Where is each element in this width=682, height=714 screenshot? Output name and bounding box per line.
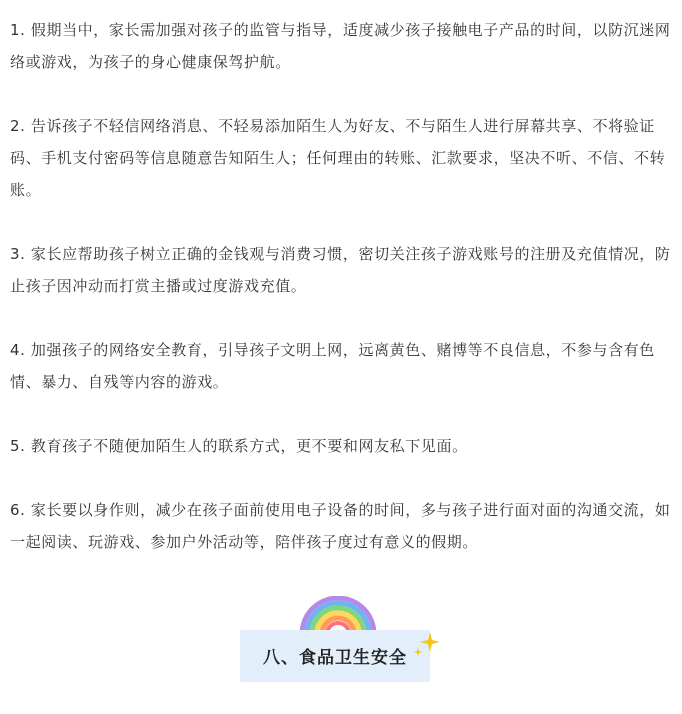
section-heading-text: 八、食品卫生安全 (263, 648, 407, 668)
paragraph-1: 1. 假期当中，家长需加强对孩子的监管与指导，适度减少孩子接触电子产品的时间，以防沉迷网络或游戏，为孩子的身心健康保驾护航。 (10, 21, 671, 71)
paragraph-3: 3. 家长应帮助孩子树立正确的金钱观与消费习惯，密切关注孩子游戏账号的注册及充值情况，防止孩子因冲动而打赏主播或过度游戏充值。 (10, 245, 671, 295)
paragraph-6: 6. 家长要以身作则，减少在孩子面前使用电子设备的时间，多与孩子进行面对面的沟通交流，如一起阅读、玩游戏、参加户外活动等，陪伴孩子度过有意义的假期。 (10, 501, 671, 551)
article-body (10, 14, 672, 590)
section-heading (240, 596, 432, 682)
paragraph-2: 2. 告诉孩子不轻信网络消息、不轻易添加陌生人为好友、不与陌生人进行屏幕共享、不将验证码、手机支付密码等信息随意告知陌生人；任何理由的转账、汇款要求，坚决不听、不信、不转账。 (10, 117, 666, 199)
section-heading-box (240, 630, 430, 682)
paragraph-4: 4. 加强孩子的网络安全教育，引导孩子文明上网，远离黄色、赌博等不良信息，不参与含有色情、暴力、自残等内容的游戏。 (10, 341, 655, 391)
sparkle-icon (412, 630, 442, 660)
paragraph-5: 5. 教育孩子不随便加陌生人的联系方式，更不要和网友私下见面。 (10, 437, 468, 455)
